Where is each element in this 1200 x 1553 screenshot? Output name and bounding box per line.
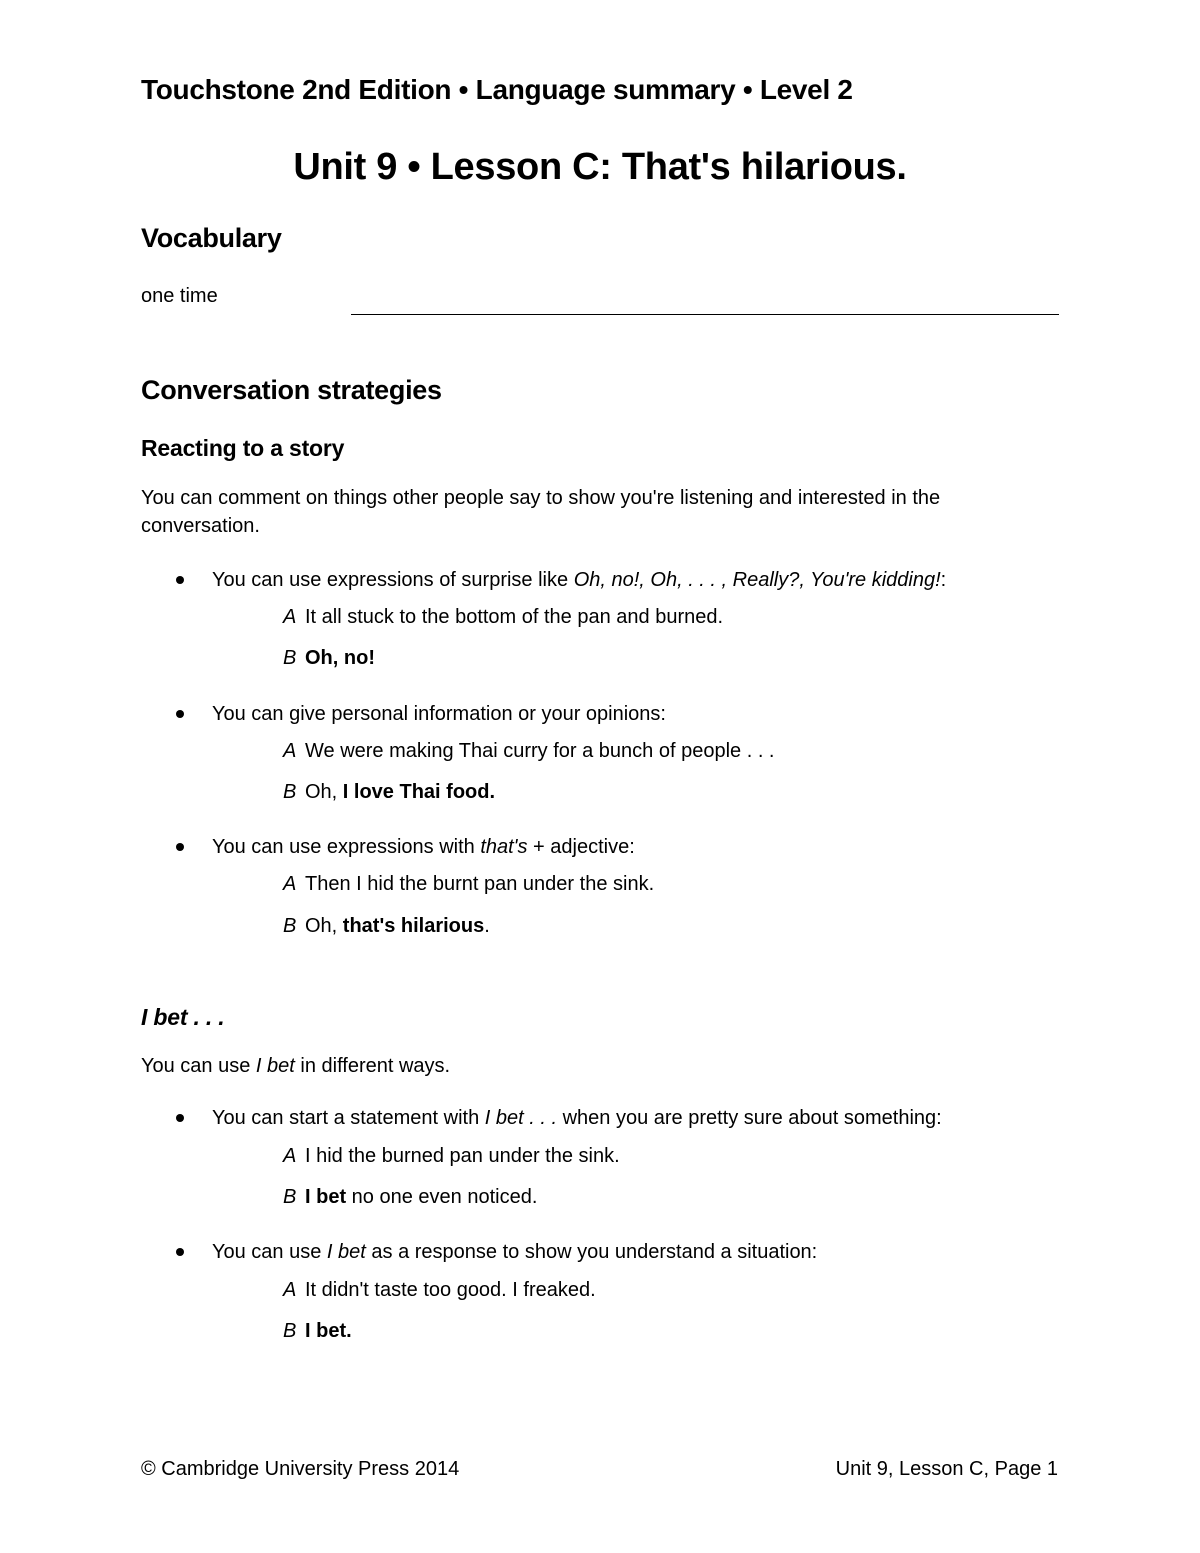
- i-bet-bullet2: You can use I bet as a response to show you understand a situation:: [212, 1241, 818, 1263]
- speaker-a-line: We were making Thai curry for a bunch of people . . .: [305, 740, 775, 762]
- speaker-a-line: I hid the burned pan under the sink.: [305, 1145, 620, 1167]
- speaker-a-line: It didn't taste too good. I freaked.: [305, 1279, 596, 1301]
- footer-copyright: © Cambridge University Press 2014: [141, 1458, 460, 1480]
- vocab-answer-line: [351, 314, 1059, 315]
- i-bet-intro: You can use I bet in different ways.: [141, 1055, 451, 1077]
- speaker-a-label: A: [283, 606, 297, 628]
- reacting-bullet1: You can use expressions of surprise like Oh, no!, Oh, . . . , Really?, You're kidding!:: [212, 569, 947, 591]
- speaker-a-label: A: [283, 1279, 297, 1301]
- bullet-icon: [176, 843, 184, 851]
- speaker-a-label: A: [283, 1145, 297, 1167]
- vocab-term: one time: [141, 285, 218, 307]
- speaker-b-line: Oh, no!: [305, 647, 375, 669]
- speaker-b-label: B: [283, 1320, 297, 1342]
- vocabulary-heading: Vocabulary: [141, 223, 282, 253]
- reacting-intro-line2: conversation.: [141, 515, 260, 537]
- i-bet-subheading: I bet . . .: [141, 1004, 225, 1030]
- bullet-icon: [176, 710, 184, 718]
- speaker-b-label: B: [283, 647, 297, 669]
- conversation-strategies-heading: Conversation strategies: [141, 375, 442, 405]
- speaker-b-label: B: [283, 781, 297, 803]
- bullet-icon: [176, 1114, 184, 1122]
- speaker-b-label: B: [283, 1186, 297, 1208]
- speaker-b-label: B: [283, 915, 297, 937]
- speaker-a-label: A: [283, 740, 297, 762]
- reacting-bullet2: You can give personal information or your opinions:: [212, 703, 666, 725]
- document-header: Touchstone 2nd Edition • Language summary • Level 2: [141, 74, 853, 105]
- speaker-b-line: Oh, that's hilarious.: [305, 915, 490, 937]
- speaker-b-line: Oh, I love Thai food.: [305, 781, 496, 803]
- lesson-title: Unit 9 • Lesson C: That's hilarious.: [293, 146, 907, 188]
- speaker-a-line: Then I hid the burnt pan under the sink.: [305, 873, 655, 895]
- reacting-subheading: Reacting to a story: [141, 435, 345, 461]
- speaker-b-line: I bet.: [305, 1320, 352, 1342]
- i-bet-bullet1: You can start a statement with I bet . . . when you are pretty sure about something:: [212, 1107, 942, 1129]
- reacting-intro-line1: You can comment on things other people say to show you're listening and interested in the: [141, 487, 941, 509]
- speaker-a-line: It all stuck to the bottom of the pan and burned.: [305, 606, 724, 628]
- bullet-icon: [176, 576, 184, 584]
- speaker-b-line: I bet no one even noticed.: [305, 1186, 538, 1208]
- bullet-icon: [176, 1248, 184, 1256]
- speaker-a-label: A: [283, 873, 297, 895]
- reacting-bullet3: You can use expressions with that's + adjective:: [212, 836, 635, 858]
- footer-page-info: Unit 9, Lesson C, Page 1: [835, 1458, 1058, 1480]
